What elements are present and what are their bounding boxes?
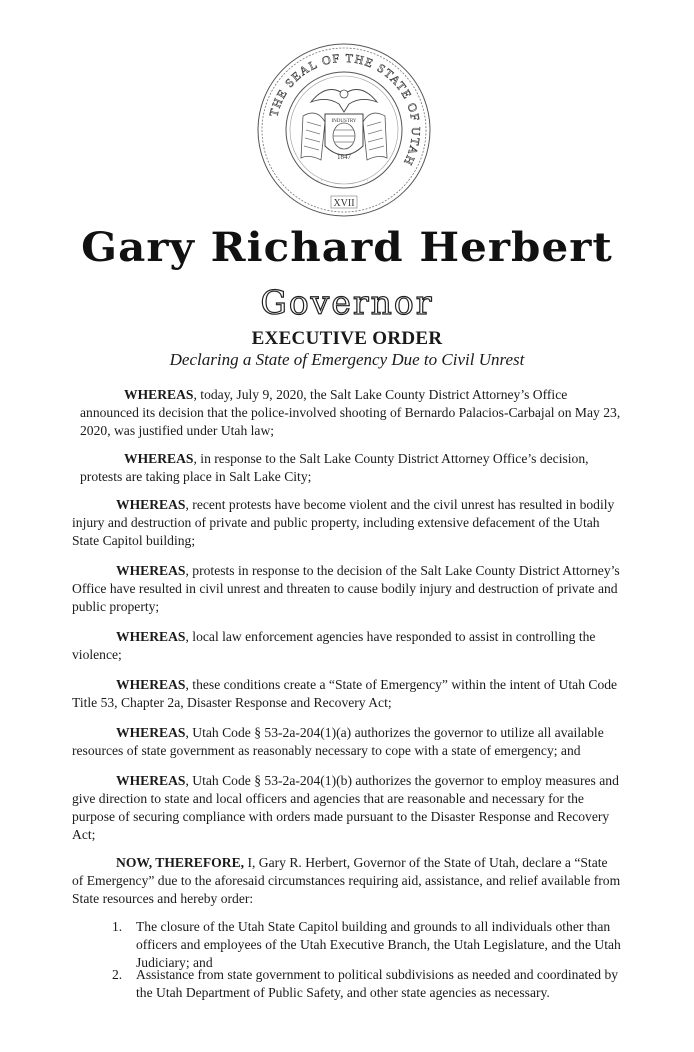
whereas-paragraph: WHEREAS, Utah Code § 53-2a-204(1)(a) authorizes the governor to utilize all available resources of state government as reasonably necessary to cope with a state of emergency; and [72, 725, 604, 758]
seal-numeral: XVII [333, 198, 355, 209]
governor-name: Gary Richard Herbert [81, 224, 613, 271]
seal-year: 1847 [337, 153, 351, 161]
order-subtitle: Declaring a State of Emergency Due to Civil Unrest [169, 350, 525, 369]
order-item: 1. The closure of the Utah State Capitol building and grounds to all individuals other than officers and employees of the Utah Executive Branch, the Utah Legislature, and the Utah Judiciary; and [112, 919, 621, 970]
whereas-paragraph: WHEREAS, Utah Code § 53-2a-204(1)(b) authorizes the governor to employ measures and give direction to state and local officers and agencies that are reasonable and necessary for the purpose of securing compliance with orders made pursuant to the Disaster Response and Recovery Act; [72, 773, 619, 842]
seal-ring-text: THE SEAL OF THE STATE OF UTAH [266, 50, 424, 169]
whereas-paragraph: WHEREAS, recent protests have become violent and the civil unrest has resulted in bodily injury and destruction of private and public property, including extensive defacement of the Utah State Capitol building; [72, 497, 615, 548]
order-heading: EXECUTIVE ORDER [251, 328, 443, 349]
now-therefore-paragraph: NOW, THEREFORE, I, Gary R. Herbert, Governor of the State of Utah, declare a “State of Emergency” due to the aforesaid circumstances requiring aid, assistance, and relief available from State resources and hereby order: [72, 855, 621, 906]
whereas-paragraph: WHEREAS, today, July 9, 2020, the Salt Lake County District Attorney’s Office announced its decision that the police-involved shooting of Bernardo Palacios-Carbajal on May 23, 2020, was justified under Utah law; [80, 387, 621, 438]
svg-text:· ·: · · [363, 178, 369, 184]
state-seal [251, 42, 437, 220]
whereas-paragraph: WHEREAS, in response to the Salt Lake County District Attorney Office’s decision, protests are taking place in Salt Lake City; [80, 451, 589, 484]
order-item: 2. Assistance from state government to political subdivisions as needed and coordinated by the Utah Department of Public Safety, and other state agencies as necessary. [112, 967, 619, 1000]
whereas-paragraph: WHEREAS, protests in response to the decision of the Salt Lake County District Attorney’s Office have resulted in civil unrest and threaten to cause bodily injury and destruction of private and public property; [72, 563, 620, 614]
governor-title: Governor [260, 283, 434, 322]
seal-motto: INDUSTRY [331, 119, 357, 124]
svg-text:· ·: · · [317, 178, 323, 184]
whereas-paragraph: WHEREAS, local law enforcement agencies have responded to assist in controlling the violence; [72, 629, 596, 662]
whereas-paragraph: WHEREAS, these conditions create a “State of Emergency” within the intent of Utah Code Title 53, Chapter 2a, Disaster Response and Recovery Act; [72, 677, 618, 710]
